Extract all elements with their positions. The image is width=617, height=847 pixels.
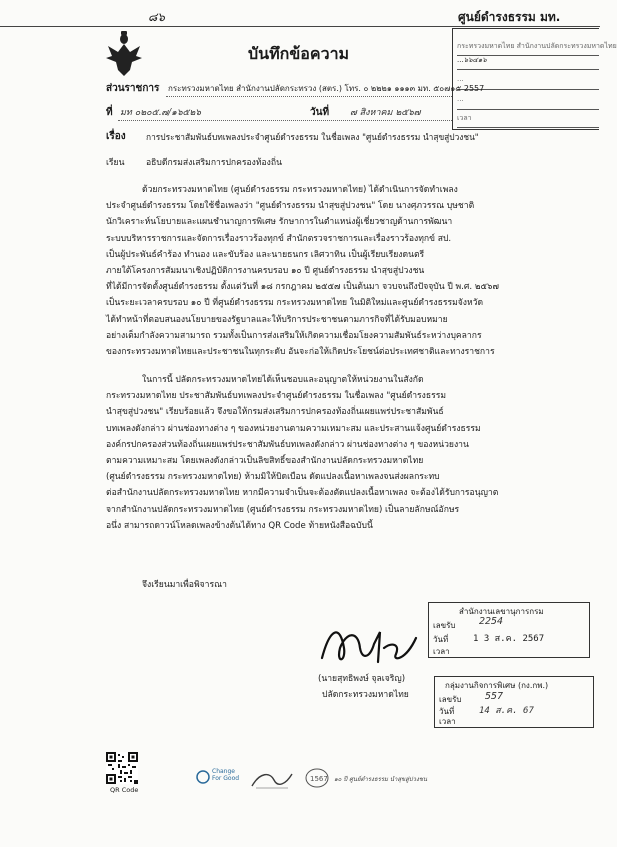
stamp-time-label: เวลา bbox=[439, 717, 456, 726]
memo-title: บันทึกข้อความ bbox=[248, 44, 350, 63]
stamp-title: สำนักงานเลขานุการกรม bbox=[459, 607, 544, 616]
svg-text:1567: 1567 bbox=[310, 775, 328, 783]
stamp-time-label: เวลา bbox=[433, 647, 450, 656]
header-organization: ศูนย์ดำรงธรรม มท. bbox=[458, 10, 561, 24]
paragraph-line: บทเพลงดังกล่าว ผ่านช่องทางต่าง ๆ ของหน่วยงานตามความเหมาะสม และประสานแจ้งศูนย์ดำรงธรรม bbox=[106, 423, 481, 434]
dotted-line bbox=[118, 120, 452, 121]
closing-line: จึงเรียนมาเพื่อพิจารณา bbox=[142, 580, 227, 590]
paragraph-line: องค์กรปกครองส่วนท้องถิ่นเผยแพร่ประชาสัมพันธ์บทเพลงดังกล่าว ผ่านช่องทางต่าง ๆ ของหน่วยงาน bbox=[106, 439, 469, 450]
damrongdhama-anniversary-icon bbox=[304, 766, 330, 790]
paragraph-line: ในการนี้ ปลัดกระทรวงมหาดไทยได้เห็นชอบและอนุญาตให้หน่วยงานในสังกัด bbox=[142, 375, 424, 385]
stamp-date-value: 14 ส.ค. 67 bbox=[479, 706, 534, 716]
date-label: วันที่ bbox=[310, 107, 330, 118]
stamp-line: ...๖๖๔๑๖ bbox=[457, 55, 599, 70]
change-logo-icon bbox=[196, 770, 210, 784]
paragraph-line: นักวิเคราะห์นโยบายและแผนชำนาญการพิเศษ รักษาการในตำแหน่งผู้เชี่ยวชาญด้านการพัฒนา bbox=[106, 217, 453, 228]
signature-mark bbox=[318, 618, 428, 670]
paragraph-line: เป็นผู้ประพันธ์คำร้อง ทำนอง และขับร้อง และนายธนกร เลิศวาทิน เป็นผู้เรียบเรียงดนตรี bbox=[106, 249, 425, 260]
reference-number: มท ๐๒๐๕.๗/๑๖๕๒๖ bbox=[120, 108, 201, 118]
paragraph-line: ด้วยกระทรวงมหาดไทย (ศูนย์ดำรงธรรม กระทรวงมหาดไทย) ได้ดำเนินการจัดทำเพลง bbox=[142, 185, 458, 195]
dotted-line bbox=[166, 96, 452, 97]
received-stamp-top bbox=[452, 28, 617, 130]
stamp-title: กลุ่มงานกิจการพิเศษ (กง.กพ.) bbox=[445, 681, 549, 690]
change-for-good-logo bbox=[196, 766, 244, 790]
signatory-position: ปลัดกระทรวงมหาดไทย bbox=[322, 690, 409, 700]
body-paragraph-1 bbox=[106, 182, 530, 360]
date-value: ๗ สิงหาคม ๒๕๖๗ bbox=[350, 108, 421, 118]
body-paragraph-2 bbox=[106, 372, 530, 534]
stamp-line: ... bbox=[457, 95, 599, 110]
stamp-number-label: เลขรับ bbox=[433, 621, 456, 630]
receipt-stamp-special-affairs bbox=[434, 676, 594, 728]
garuda-emblem-icon bbox=[104, 30, 144, 80]
reference-label: ที่ bbox=[106, 107, 113, 118]
paragraph-line: ตามความเหมาะสม โดยเพลงดังกล่าวเป็นลิขสิทธิ์ของสำนักงานปลัดกระทรวงมหาดไทย bbox=[106, 456, 424, 467]
paragraph-line: ได้ทำหน้าที่ตอบสนองนโยบายของรัฐบาลและให้บริการประชาชนตามภารกิจที่ได้รับมอบหมาย bbox=[106, 314, 448, 325]
paragraph-line: นำสุขสู่ปวงชน" เรียบร้อยแล้ว จึงขอให้กรมส่งเสริมการปกครองท้องถิ่นเผยแพร่ประชาสัมพันธ์ bbox=[106, 407, 444, 418]
stamp-line: เวลา bbox=[457, 113, 599, 128]
signatory-name: (นายสุทธิพงษ์ จุลเจริญ) bbox=[318, 674, 406, 684]
stamp-number-value: 2254 bbox=[479, 616, 504, 627]
paragraph-line: จากสำนักงานปลัดกระทรวงมหาดไทย (ศูนย์ดำรงธรรม กระทรวงมหาดไทย) เป็นลายลักษณ์อักษร bbox=[106, 504, 460, 515]
paragraph-line: ระบบบริหารราชการและจัดการเรื่องราวร้องทุกข์ สำนักตรวจราชการและเรื่องราวร้องทุกข์ สป. bbox=[106, 233, 452, 244]
paragraph-line: กระทรวงมหาดไทย ประชาสัมพันธ์บทเพลงประจำศูนย์ดำรงธรรม ในชื่อเพลง "ศูนย์ดำรงธรรม bbox=[106, 391, 446, 402]
subject-value: การประชาสัมพันธ์บทเพลงประจำศูนย์ดำรงธรรม ในชื่อเพลง "ศูนย์ดำรงธรรม นำสุขสู่ปวงชน" bbox=[146, 132, 479, 142]
paragraph-line: เป็นระยะเวลาครบรอบ ๑๐ ปี ที่ศูนย์ดำรงธรรม กระทรวงมหาดไทย ในมิติใหม่และศูนย์ดำรงธรรมจังหวัด bbox=[106, 298, 484, 309]
paragraph-line: ต่อสำนักงานปลัดกระทรวงมหาดไทย หากมีความจำเป็นจะต้องตัดแปลงเนื้อหาเพลง จะต้องได้รับการอนุญาต bbox=[106, 488, 499, 499]
qr-code-icon[interactable] bbox=[106, 752, 138, 784]
qr-code-label: QR Code bbox=[110, 786, 139, 794]
stamp-line: กระทรวงมหาดไทย สำนักงานปลัดกระทรวงมหาดไทย bbox=[457, 41, 599, 56]
stamp-line: ... bbox=[457, 75, 599, 90]
paragraph-line: ภายใต้โครงการสัมมนาเชิงปฏิบัติการงานครบรอบ ๑๐ ปี ศูนย์ดำรงธรรม นำสุขสู่ปวงชน bbox=[106, 266, 425, 277]
agency-value: กระทรวงมหาดไทย สำนักงานปลัดกระทรวง (สตร.) โทร. ๐ ๒๒๒๑ ๑๑๑๓ มท. ๕๐๗๑๕ 2557 bbox=[168, 84, 485, 93]
top-divider bbox=[0, 26, 600, 27]
agency-label: ส่วนราชการ bbox=[106, 83, 160, 94]
paragraph-line: ที่ได้มีการจัดตั้งศูนย์ดำรงธรรม ตั้งแต่วันที่ ๑๘ กรกฎาคม ๒๕๕๗ เป็นต้นมา จวบจนถึงปัจจุบัน ปี พ.ศ. ๒๕๖๗ bbox=[106, 282, 499, 293]
stamp-date-label: วันที่ bbox=[439, 707, 455, 716]
subject-label: เรื่อง bbox=[106, 131, 126, 142]
paragraph-line: (ศูนย์ดำรงธรรม กระทรวงมหาดไทย) ห้ามมิให้บิดเบือน ดัดแปลงเนื้อหาเพลงจนส่งผลกระทบ bbox=[106, 472, 440, 483]
anniversary-slogan: ๑๐ ปี ศูนย์ดำรงธรรม นำสุขสู่ปวงชน bbox=[334, 776, 428, 783]
handwritten-page-number: ๘๖ bbox=[148, 10, 165, 24]
paragraph-line: อนึ่ง สามารถดาวน์โหลดเพลงข้างต้นได้ทาง QR Code ท้ายหนังสือฉบับนี้ bbox=[106, 520, 373, 531]
stamp-number-label: เลขรับ bbox=[439, 695, 462, 704]
ministry-logo-icon bbox=[250, 768, 294, 790]
to-value: อธิบดีกรมส่งเสริมการปกครองท้องถิ่น bbox=[146, 158, 282, 168]
paragraph-line: อย่างเต็มกำลังความสามารถ รวมทั้งเป็นการส่งเสริมให้เกิดความเชื่อมโยงความสัมพันธ์ระหว่างบุคลากร bbox=[106, 330, 482, 341]
stamp-date-label: วันที่ bbox=[433, 635, 449, 644]
stamp-date-value: 1 3 ส.ค. 2567 bbox=[473, 634, 545, 644]
paragraph-line: ของกระทรวงมหาดไทยและประชาชนในทุกระดับ อันจะก่อให้เกิดประโยชน์ต่อประเทศชาติและทางราชการ bbox=[106, 347, 495, 358]
paragraph-line: ประจำศูนย์ดำรงธรรม โดยใช้ชื่อเพลงว่า "ศูนย์ดำรงธรรม นำสุขสู่ปวงชน" โดย นางศุภวรรณ บุษชาติ bbox=[106, 201, 475, 212]
change-for-good-text: Change For Good bbox=[212, 768, 240, 782]
receipt-stamp-secretariat bbox=[428, 602, 590, 658]
stamp-number-value: 557 bbox=[485, 691, 504, 702]
to-label: เรียน bbox=[106, 158, 125, 168]
